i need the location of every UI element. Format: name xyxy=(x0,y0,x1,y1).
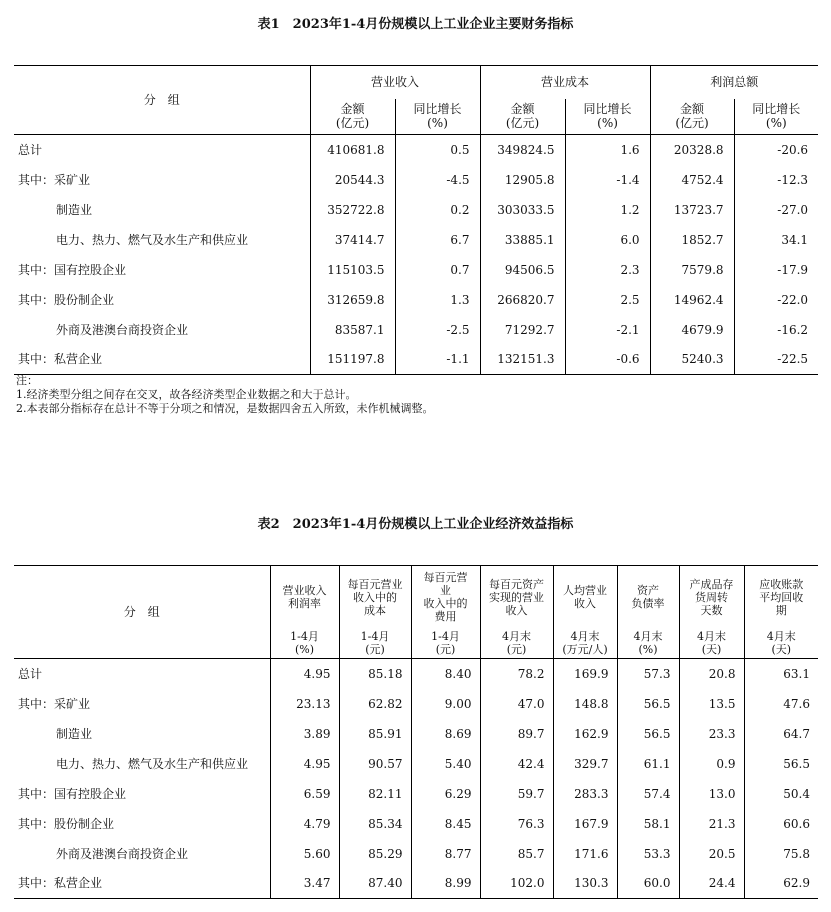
table-cell: 1.3 xyxy=(395,285,480,315)
table-cell: 85.7 xyxy=(480,839,553,869)
table-cell: 6.29 xyxy=(411,779,480,809)
table-row xyxy=(14,285,818,315)
table1-col-group-profit: 利润总额 xyxy=(650,66,818,99)
table-row xyxy=(14,345,818,375)
table1-subheader xyxy=(565,99,650,135)
table-cell: 0.2 xyxy=(395,195,480,225)
table-cell: 6.0 xyxy=(565,225,650,255)
table-row xyxy=(14,135,818,165)
table-cell: 8.99 xyxy=(411,869,480,899)
table2-unit-header xyxy=(270,629,339,659)
table2-column-header-line: 业 xyxy=(440,584,451,598)
table-cell: 37414.7 xyxy=(310,225,395,255)
row-label: 其中：股份制企业 xyxy=(18,292,115,307)
table-cell: 64.7 xyxy=(744,719,818,749)
table-cell: 76.3 xyxy=(480,809,553,839)
table-cell: 5240.3 xyxy=(650,345,734,375)
table-cell: 2.5 xyxy=(565,285,650,315)
table2-column-header xyxy=(617,566,679,629)
table-cell: 130.3 xyxy=(553,869,617,899)
table2-column-header xyxy=(744,566,818,629)
table-cell: 8.69 xyxy=(411,719,480,749)
table-cell: -0.6 xyxy=(565,345,650,375)
table2-column-header xyxy=(480,566,553,629)
table1-col-group-cost: 营业成本 xyxy=(480,66,650,99)
table2-unit-header-line: (天) xyxy=(701,643,722,657)
table2-unit-header-line: (元) xyxy=(365,643,385,657)
table2-column-header-line: 收入中的 xyxy=(423,597,468,611)
table-cell: 56.5 xyxy=(617,689,679,719)
table-cell: 50.4 xyxy=(744,779,818,809)
table2-unit-header xyxy=(617,629,679,659)
table-cell: 6.7 xyxy=(395,225,480,255)
table2-column-header xyxy=(411,566,480,629)
table-cell: 75.8 xyxy=(744,839,818,869)
table-row xyxy=(14,195,818,225)
table-row xyxy=(14,749,818,779)
table-cell: 57.3 xyxy=(617,659,679,689)
table2-column-header-line: 每百元营业 xyxy=(347,577,403,591)
table2-unit-header-line: 4月末 xyxy=(502,630,531,644)
table-cell: 89.7 xyxy=(480,719,553,749)
table-cell: 329.7 xyxy=(553,749,617,779)
table1-title: 表1 2023年1-4月份规模以上工业企业主要财务指标 xyxy=(257,17,574,32)
table-cell: 8.77 xyxy=(411,839,480,869)
table-cell: 5.40 xyxy=(411,749,480,779)
table1-subheader-line: (%) xyxy=(597,116,618,131)
table-cell: 148.8 xyxy=(553,689,617,719)
table1-col-group-revenue: 营业收入 xyxy=(310,66,480,99)
table-cell: 115103.5 xyxy=(310,255,395,285)
table-row xyxy=(14,839,818,869)
table-cell: 4679.9 xyxy=(650,315,734,345)
table-cell: 20544.3 xyxy=(310,165,395,195)
table-cell: 352722.8 xyxy=(310,195,395,225)
table-cell: -1.4 xyxy=(565,165,650,195)
table2-column-header-line: 天数 xyxy=(700,603,723,617)
table-cell: 0.7 xyxy=(395,255,480,285)
table1-subheader-line: (亿元) xyxy=(335,116,370,131)
table2-column-header-line: 产成品存 xyxy=(689,577,734,591)
row-label: 其中：私营企业 xyxy=(18,876,103,891)
table1 xyxy=(14,65,818,375)
table1-group-header: 分 组 xyxy=(14,66,310,135)
note-line: 注： xyxy=(16,374,38,387)
table-cell: 4.95 xyxy=(270,749,339,779)
table-cell: 102.0 xyxy=(480,869,553,899)
table-cell: 47.6 xyxy=(744,689,818,719)
row-label: 其中：采矿业 xyxy=(18,172,91,187)
table2-unit-header-line: (天) xyxy=(771,643,792,657)
table2-column-header-line: 费用 xyxy=(434,610,457,624)
row-label: 电力、热力、燃气及水生产和供应业 xyxy=(56,232,249,247)
table-cell: 94506.5 xyxy=(480,255,565,285)
table2-column-header-line: 每百元营 xyxy=(423,571,468,585)
table2-unit-header-line: (元) xyxy=(435,643,456,657)
table-cell: 59.7 xyxy=(480,779,553,809)
table2-column-header-line: 收入中的 xyxy=(353,590,397,604)
table-row xyxy=(14,255,818,285)
row-label: 其中：私营企业 xyxy=(18,352,103,367)
table-cell: 1.6 xyxy=(565,135,650,165)
table-cell: 171.6 xyxy=(553,839,617,869)
table-cell: 283.3 xyxy=(553,779,617,809)
table-row xyxy=(14,779,818,809)
table1-notes xyxy=(16,374,434,416)
note-line: 1.经济类型分组之间存在交叉，故各经济类型企业数据之和大于总计。 xyxy=(16,388,357,401)
table-cell: 0.9 xyxy=(679,749,744,779)
table-cell: 85.91 xyxy=(339,719,411,749)
table2-unit-header-line: 4月末 xyxy=(570,630,600,644)
table-cell: 78.2 xyxy=(480,659,553,689)
table-cell: 13.0 xyxy=(679,779,744,809)
table2-unit-header-line: 4月末 xyxy=(766,630,796,644)
table-cell: 85.29 xyxy=(339,839,411,869)
table-row xyxy=(14,659,818,689)
table-cell: 266820.7 xyxy=(480,285,565,315)
row-label: 外商及港澳台商投资企业 xyxy=(56,846,189,861)
table2-column-header-line: 期 xyxy=(775,603,787,617)
table-cell: 1.2 xyxy=(565,195,650,225)
table-cell: 47.0 xyxy=(480,689,553,719)
table-cell: 13723.7 xyxy=(650,195,734,225)
row-label: 制造业 xyxy=(56,726,93,741)
table2-unit-header xyxy=(480,629,553,659)
table-cell: 82.11 xyxy=(339,779,411,809)
table-cell: 63.1 xyxy=(744,659,818,689)
table2-unit-header-line: 1-4月 xyxy=(431,630,460,644)
table-cell: 20.8 xyxy=(679,659,744,689)
table-cell: 53.3 xyxy=(617,839,679,869)
table1-subheader xyxy=(734,99,818,135)
table-cell: 162.9 xyxy=(553,719,617,749)
table-cell: 56.5 xyxy=(744,749,818,779)
table-cell: 21.3 xyxy=(679,809,744,839)
table-row xyxy=(14,225,818,255)
table-cell: -4.5 xyxy=(395,165,480,195)
table2-column-header xyxy=(679,566,744,629)
table1-subheader-line: 同比增长 xyxy=(583,102,632,117)
table2-unit-header xyxy=(411,629,480,659)
table-cell: 410681.8 xyxy=(310,135,395,165)
table2-column-header-line: 收入 xyxy=(574,597,596,611)
table-cell: 62.9 xyxy=(744,869,818,899)
table-cell: 42.4 xyxy=(480,749,553,779)
table-cell: 132151.3 xyxy=(480,345,565,375)
row-label: 其中：采矿业 xyxy=(18,696,91,711)
table-cell: 5.60 xyxy=(270,839,339,869)
table-cell: 7579.8 xyxy=(650,255,734,285)
table-cell: 8.45 xyxy=(411,809,480,839)
table2-unit-header xyxy=(553,629,617,659)
table1-subheader xyxy=(480,99,565,135)
table-cell: 3.89 xyxy=(270,719,339,749)
table2-unit-header xyxy=(339,629,411,659)
table-cell: 34.1 xyxy=(734,225,818,255)
table-cell: -20.6 xyxy=(734,135,818,165)
table1-subheader-line: 金额 xyxy=(340,102,365,117)
table1-subheader-line: (亿元) xyxy=(505,116,540,131)
table-cell: 58.1 xyxy=(617,809,679,839)
table-cell: -27.0 xyxy=(734,195,818,225)
row-label: 总计 xyxy=(18,666,43,681)
table-cell: 9.00 xyxy=(411,689,480,719)
table2-column-header-line: 收入 xyxy=(505,603,528,617)
table2-unit-header-line: (万元/人) xyxy=(562,643,608,657)
table2-column-header-line: 平均回收 xyxy=(759,590,804,604)
table2-column-header xyxy=(339,566,411,629)
table-cell: 20.5 xyxy=(679,839,744,869)
table-row xyxy=(14,315,818,345)
table-cell: 2.3 xyxy=(565,255,650,285)
table-cell: -22.0 xyxy=(734,285,818,315)
row-label: 其中：国有控股企业 xyxy=(18,262,127,277)
table2-column-header-line: 应收账款 xyxy=(759,577,804,591)
table1-subheader xyxy=(395,99,480,135)
table-cell: 13.5 xyxy=(679,689,744,719)
table-cell: -1.1 xyxy=(395,345,480,375)
table-cell: 4752.4 xyxy=(650,165,734,195)
table-row xyxy=(14,869,818,899)
table-row xyxy=(14,719,818,749)
table-cell: 4.79 xyxy=(270,809,339,839)
table-cell: 90.57 xyxy=(339,749,411,779)
table-cell: -22.5 xyxy=(734,345,818,375)
table-cell: 12905.8 xyxy=(480,165,565,195)
table-cell: -12.3 xyxy=(734,165,818,195)
table-cell: 61.1 xyxy=(617,749,679,779)
table-cell: 151197.8 xyxy=(310,345,395,375)
row-label: 外商及港澳台商投资企业 xyxy=(56,322,189,337)
table1-subheader-line: 同比增长 xyxy=(752,102,801,117)
table-cell: 57.4 xyxy=(617,779,679,809)
table2-column-header-line: 人均营业 xyxy=(563,584,607,598)
table-cell: 71292.7 xyxy=(480,315,565,345)
table2-unit-header-line: (元) xyxy=(506,643,527,657)
table1-subheader-line: (%) xyxy=(427,116,448,131)
table2-column-header-line: 成本 xyxy=(364,603,386,617)
table-cell: -16.2 xyxy=(734,315,818,345)
table2-unit-header xyxy=(744,629,818,659)
table-cell: 14962.4 xyxy=(650,285,734,315)
table-cell: 20328.8 xyxy=(650,135,734,165)
table2-unit-header-line: 4月末 xyxy=(633,630,663,644)
table2-column-header-line: 实现的营业 xyxy=(489,590,544,604)
table1-subheader-line: 金额 xyxy=(680,102,705,117)
table-cell: 303033.5 xyxy=(480,195,565,225)
table-cell: 56.5 xyxy=(617,719,679,749)
table2-column-header-line: 利润率 xyxy=(288,597,321,611)
table-cell: 0.5 xyxy=(395,135,480,165)
table2-column-header-line: 营业收入 xyxy=(282,584,327,598)
table-cell: 312659.8 xyxy=(310,285,395,315)
table2-group-header: 分 组 xyxy=(14,566,270,659)
table2-unit-header-line: (%) xyxy=(638,643,658,657)
table-cell: 33885.1 xyxy=(480,225,565,255)
note-line: 2.本表部分指标存在总计不等于分项之和情况，是数据四舍五入所致，未作机械调整。 xyxy=(16,402,434,415)
table-cell: 8.40 xyxy=(411,659,480,689)
table2-unit-header xyxy=(679,629,744,659)
table2 xyxy=(14,565,818,899)
table-cell: 62.82 xyxy=(339,689,411,719)
table-cell: 1852.7 xyxy=(650,225,734,255)
table-cell: 24.4 xyxy=(679,869,744,899)
table2-column-header-line: 资产 xyxy=(637,584,659,598)
row-label: 电力、热力、燃气及水生产和供应业 xyxy=(56,756,249,771)
table-cell: 83587.1 xyxy=(310,315,395,345)
table1-subheader-line: (亿元) xyxy=(675,116,709,131)
row-label: 总计 xyxy=(18,142,43,157)
table1-subheader-line: 同比增长 xyxy=(413,102,462,117)
table-cell: 87.40 xyxy=(339,869,411,899)
table2-column-header-line: 负债率 xyxy=(631,597,665,611)
table-cell: -17.9 xyxy=(734,255,818,285)
row-label: 其中：股份制企业 xyxy=(18,816,115,831)
table2-column-header-line: 货周转 xyxy=(695,590,728,604)
table-cell: 3.47 xyxy=(270,869,339,899)
table1-subheader xyxy=(310,99,395,135)
table2-unit-header-line: 1-4月 xyxy=(360,630,390,644)
table1-subheader xyxy=(650,99,734,135)
table1-subheader-line: (%) xyxy=(765,116,787,131)
table-cell: 4.95 xyxy=(270,659,339,689)
row-label: 制造业 xyxy=(56,202,93,217)
table-cell: 167.9 xyxy=(553,809,617,839)
table-cell: 6.59 xyxy=(270,779,339,809)
table-cell: 349824.5 xyxy=(480,135,565,165)
table1-subheader-line: 金额 xyxy=(510,102,535,117)
table-cell: 85.34 xyxy=(339,809,411,839)
table-cell: -2.1 xyxy=(565,315,650,345)
table-row xyxy=(14,809,818,839)
table-cell: -2.5 xyxy=(395,315,480,345)
table-cell: 23.3 xyxy=(679,719,744,749)
table2-column-header xyxy=(270,566,339,629)
table2-unit-header-line: 4月末 xyxy=(697,630,726,644)
table2-unit-header-line: 1-4月 xyxy=(290,630,319,644)
table-cell: 169.9 xyxy=(553,659,617,689)
table-cell: 23.13 xyxy=(270,689,339,719)
table-row xyxy=(14,689,818,719)
table-cell: 85.18 xyxy=(339,659,411,689)
table2-column-header-line: 每百元资产 xyxy=(489,577,544,591)
table-cell: 60.0 xyxy=(617,869,679,899)
table2-column-header xyxy=(553,566,617,629)
table2-title: 表2 2023年1-4月份规模以上工业企业经济效益指标 xyxy=(257,517,574,532)
row-label: 其中：国有控股企业 xyxy=(18,786,127,801)
table-row xyxy=(14,165,818,195)
table-cell: 60.6 xyxy=(744,809,818,839)
table2-unit-header-line: (%) xyxy=(294,643,315,657)
